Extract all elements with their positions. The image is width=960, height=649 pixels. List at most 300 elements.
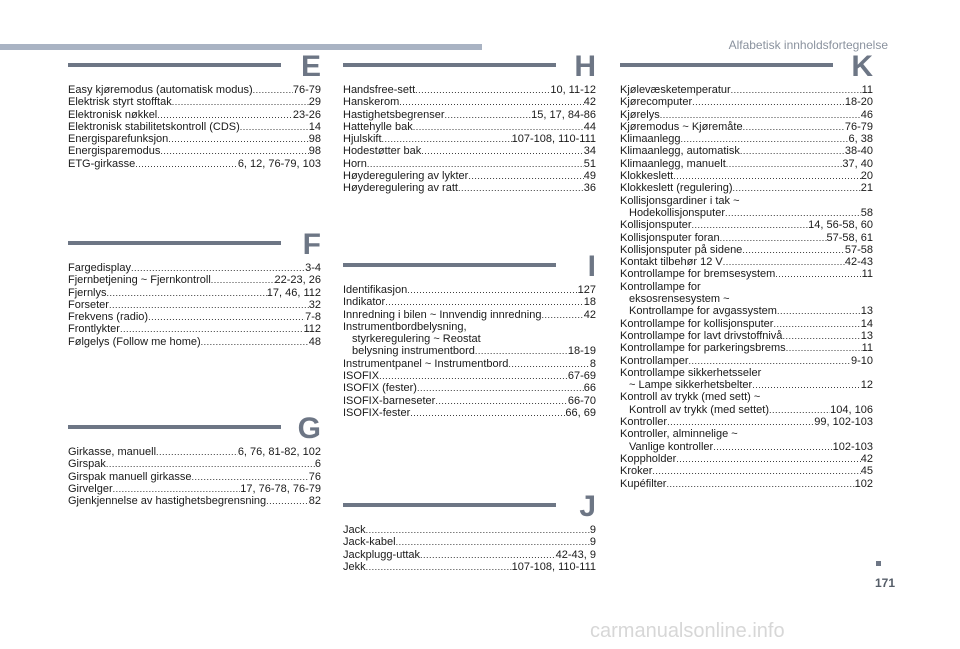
entry-list <box>343 524 596 573</box>
entry-term-line: Kontrollampe for <box>620 280 701 293</box>
index-entry <box>620 305 873 317</box>
index-entry <box>620 355 873 367</box>
dot-leader <box>667 416 814 428</box>
index-entry <box>620 232 873 244</box>
index-entry <box>620 182 873 194</box>
entry-page: 17, 76-78, 76-79 <box>240 482 321 495</box>
entry-page: 98 <box>308 133 321 146</box>
dot-leader <box>131 262 305 274</box>
entry-list <box>620 453 873 490</box>
entry-term: Klimaanlegg, automatisk <box>620 145 740 158</box>
entry-term: Girspak manuell girkasse <box>68 470 192 483</box>
index-entry <box>68 262 321 274</box>
entry-term: Kjølevæsketemperatur <box>620 84 731 96</box>
entry-page: 13 <box>860 305 873 318</box>
entry-list <box>620 318 873 367</box>
entry-page: 104, 106 <box>830 403 873 416</box>
index-entry <box>620 219 873 231</box>
section-bar <box>343 503 556 507</box>
entry-page: 22-23, 26 <box>274 274 321 287</box>
entry-term: Girkasse, manuell <box>68 446 157 458</box>
section-bar <box>68 425 281 429</box>
index-entry <box>620 416 873 428</box>
entry-page: 42 <box>860 452 873 465</box>
index-entry <box>343 296 596 308</box>
dot-leader <box>652 465 860 477</box>
entry-page: 15, 17, 84-86 <box>531 108 596 121</box>
index-entry <box>620 318 873 330</box>
entry-page: 42-43 <box>844 256 873 269</box>
entry-page: 76-79 <box>844 120 873 133</box>
index-entry <box>68 299 321 311</box>
section-header-k <box>620 50 873 84</box>
entry-term: Jack <box>343 524 366 536</box>
index-entry <box>343 345 596 357</box>
entry-term-line: Kontroll av trykk (med sett) ~ <box>620 391 761 404</box>
dot-leader <box>742 244 845 256</box>
entry-page: 66, 69 <box>565 406 596 419</box>
entry-term: Girvelger <box>68 482 113 495</box>
entry-term: Kontrollampe for parkeringsbrems <box>620 342 786 355</box>
entry-page: 6, 12, 76-79, 103 <box>237 157 321 170</box>
index-entry <box>68 121 321 133</box>
entry-page: 76-79 <box>292 84 321 96</box>
dot-leader <box>445 109 532 121</box>
dot-leader <box>786 342 862 354</box>
dot-leader <box>253 84 293 96</box>
entry-list <box>68 446 321 507</box>
index-entry <box>620 145 873 157</box>
entry-page: 9-10 <box>850 354 873 367</box>
section-g <box>68 412 321 508</box>
index-entry <box>68 133 321 145</box>
dot-leader <box>731 84 862 96</box>
entry-term: ISOFIX-fester <box>343 406 411 419</box>
index-entry <box>68 274 321 286</box>
index-entry <box>343 395 596 407</box>
entry-page: 127 <box>577 284 596 296</box>
index-entry <box>343 158 596 170</box>
dot-leader <box>541 309 583 321</box>
entry-term: Gjenkjennelse av hastighetsbegrensning <box>68 495 267 508</box>
dot-leader <box>777 305 861 317</box>
index-entry <box>620 170 873 182</box>
entry-term: Kontrollamper <box>620 354 689 367</box>
entry-list <box>343 84 596 195</box>
dot-leader <box>410 407 565 419</box>
index-entry <box>343 109 596 121</box>
section-h <box>343 50 596 195</box>
index-entry <box>620 207 873 219</box>
entry-page: 23-26 <box>292 108 321 121</box>
entry-page: 42 <box>583 96 596 109</box>
entry-term: Easy kjøremodus (automatisk modus) <box>68 84 253 96</box>
entry-term: Hastighetsbegrenser <box>343 108 445 121</box>
entry-page: 18-19 <box>567 345 596 358</box>
section-bar <box>343 63 556 67</box>
entry-page: 98 <box>308 145 321 158</box>
dot-leader <box>733 182 861 194</box>
entry-term: Frekvens (radio) <box>68 311 149 324</box>
entry-multiline <box>620 367 873 392</box>
entry-page: 11 <box>861 342 873 355</box>
dot-leader <box>421 145 583 157</box>
entry-term: Koppholder <box>620 452 677 465</box>
dot-leader <box>723 256 845 268</box>
entry-page: 32 <box>308 298 321 311</box>
section-bar <box>343 263 556 267</box>
entry-page: 51 <box>583 157 596 170</box>
dot-leader <box>366 524 590 536</box>
entry-page: 99, 102-103 <box>814 416 873 429</box>
dot-leader <box>660 109 861 121</box>
dot-leader <box>107 287 267 299</box>
entry-term: Kontakt tilbehør 12 V <box>620 256 723 269</box>
entry-term: Høyderegulering av ratt <box>343 182 458 195</box>
dot-leader <box>367 158 584 170</box>
section-e <box>68 50 321 170</box>
index-entry <box>68 145 321 157</box>
dot-leader <box>366 561 512 573</box>
entry-term: belysning instrumentbord <box>352 345 475 358</box>
entry-page: 46 <box>860 108 873 121</box>
index-entry <box>68 109 321 121</box>
entry-term: Hattehylle bak <box>343 120 413 133</box>
entry-page: 6, 38 <box>848 133 873 146</box>
entry-page: 102 <box>854 477 873 490</box>
entry-page: 82 <box>308 495 321 508</box>
entry-page: 12 <box>860 379 873 392</box>
entry-page: 67-69 <box>567 370 596 383</box>
index-entry <box>68 84 321 96</box>
entry-page: 21 <box>860 182 873 195</box>
entry-page: 9 <box>589 536 596 549</box>
section-letter: F <box>302 228 321 261</box>
section-header-i <box>343 250 596 284</box>
section-bar <box>68 241 281 245</box>
entry-term: Klimaanlegg <box>620 133 681 146</box>
index-entry <box>620 379 873 391</box>
entry-page: 18-20 <box>844 96 873 109</box>
entry-multiline <box>343 321 596 358</box>
entry-term: Fargedisplay <box>68 262 131 274</box>
entry-page: 44 <box>583 120 596 133</box>
entry-term: Energisparefunksjon <box>68 133 169 146</box>
dot-leader <box>681 133 849 145</box>
index-entry <box>343 133 596 145</box>
entry-term: Jekk <box>343 560 366 573</box>
index-entry <box>343 358 596 370</box>
entry-page: 107-108, 110-111 <box>511 133 596 146</box>
entry-term-line: styrkeregulering ~ Reostat <box>352 333 481 346</box>
entry-multiline <box>620 428 873 453</box>
entry-term: Kontrollampe for bremsesystem <box>620 268 776 281</box>
dot-leader <box>201 336 309 348</box>
index-entry <box>620 330 873 342</box>
entry-term: Jackplugg-uttak <box>343 548 421 561</box>
index-entry <box>343 182 596 194</box>
entry-page: 17, 46, 112 <box>266 286 321 299</box>
entry-term: Kontrollampe for avgassystem <box>629 305 777 318</box>
entry-page: 112 <box>303 323 321 336</box>
dot-leader <box>240 121 309 133</box>
dot-leader <box>725 207 861 219</box>
dot-leader <box>673 170 861 182</box>
entry-term-line: Kollisjonsgardiner i tak ~ <box>620 194 740 207</box>
dot-leader <box>148 311 305 323</box>
entry-page: 58 <box>860 206 873 219</box>
index-entry <box>620 84 873 96</box>
entry-term: ISOFIX (fester) <box>343 382 417 395</box>
index-entry <box>343 524 596 536</box>
section-i <box>343 250 596 419</box>
entry-term: Kupéfilter <box>620 477 667 490</box>
entry-term: Girspak <box>68 458 106 471</box>
entry-page: 14, 56-58, 60 <box>808 219 873 232</box>
entry-term-line: Kontrollampe sikkerhetsseler <box>620 366 762 379</box>
page-marker <box>876 561 881 566</box>
dot-leader <box>385 296 584 308</box>
dot-leader <box>109 299 309 311</box>
dot-leader <box>775 268 861 280</box>
index-entry <box>620 453 873 465</box>
dot-leader <box>382 133 512 145</box>
entry-term: Indikator <box>343 296 386 309</box>
index-entry <box>620 133 873 145</box>
entry-page: 3-4 <box>305 262 321 274</box>
index-entry <box>620 465 873 477</box>
entry-term: Følgelys (Follow me home) <box>68 335 201 348</box>
entry-list <box>620 416 873 428</box>
section-letter: H <box>574 50 596 83</box>
section-bar <box>68 63 281 67</box>
index-entry <box>68 495 321 507</box>
index-entry <box>68 446 321 458</box>
index-entry <box>343 121 596 133</box>
entry-term: Instrumentpanel ~ Instrumentbord <box>343 357 509 370</box>
index-entry <box>620 478 873 490</box>
dot-leader <box>743 121 845 133</box>
dot-leader <box>157 109 293 121</box>
index-entry <box>343 309 596 321</box>
dot-leader <box>417 382 584 394</box>
section-header-j <box>343 490 596 524</box>
entry-term: ~ Lampe sikkerhetsbelter <box>629 379 753 392</box>
entry-term: Kollisjonsputer <box>620 219 692 232</box>
entry-term: Kontrollampe for lavt drivstoffnivå <box>620 329 783 342</box>
entry-page: 49 <box>583 170 596 183</box>
dot-leader <box>740 145 845 157</box>
entry-page: 29 <box>308 96 321 109</box>
index-entry <box>620 441 873 453</box>
page-number: 171 <box>875 576 896 590</box>
section-header-e <box>68 50 321 84</box>
dot-leader <box>420 549 556 561</box>
dot-leader <box>396 536 590 548</box>
entry-term: Elektronisk nøkkel <box>68 108 158 121</box>
index-entry <box>68 287 321 299</box>
entry-term: Forseter <box>68 298 109 311</box>
entry-term: Elektrisk styrt stofftak <box>68 96 172 109</box>
entry-page: 11 <box>861 268 873 281</box>
index-entry <box>68 311 321 323</box>
dot-leader <box>413 121 584 133</box>
dot-leader <box>782 330 860 342</box>
dot-leader <box>475 345 568 357</box>
index-entry <box>620 109 873 121</box>
dot-leader <box>172 96 309 108</box>
section-header-f <box>68 228 321 262</box>
dot-leader <box>120 323 303 335</box>
entry-term: Frontlykter <box>68 323 120 336</box>
entry-page: 14 <box>860 317 873 330</box>
page-header-title: Alfabetisk innholdsfortegnelse <box>728 38 888 52</box>
entry-term: Hjulskift <box>343 133 382 146</box>
entry-page: 13 <box>860 329 873 342</box>
entry-term: Vanlige kontroller <box>629 440 714 453</box>
entry-term: Elektronisk stabilitetskontroll (CDS) <box>68 120 240 133</box>
index-entry <box>343 536 596 548</box>
dot-leader <box>692 219 809 231</box>
section-letter: G <box>297 412 321 445</box>
entry-term: Klokkeslett <box>620 170 674 183</box>
entry-term-line: Instrumentbordbelysning, <box>343 320 467 333</box>
index-entry <box>620 268 873 280</box>
dot-leader <box>192 471 309 483</box>
entry-term: Kroker <box>620 465 653 478</box>
dot-leader <box>266 495 309 507</box>
entry-term: ETG-girkasse <box>68 157 136 170</box>
index-entry <box>343 145 596 157</box>
dot-leader <box>508 358 589 370</box>
entry-term-line: Kontroller, alminnelige ~ <box>620 428 738 441</box>
entry-page: 34 <box>583 145 596 158</box>
index-entry <box>343 561 596 573</box>
entry-page: 107-108, 110-111 <box>511 560 596 573</box>
entry-page: 18 <box>583 296 596 309</box>
entry-page: 8 <box>589 357 596 370</box>
section-letter: J <box>579 490 596 523</box>
entry-list <box>343 284 596 321</box>
index-entry <box>343 170 596 182</box>
section-j <box>343 490 596 573</box>
dot-leader <box>399 96 584 108</box>
dot-leader <box>769 404 830 416</box>
entry-term: Identifikasjon <box>343 284 408 296</box>
dot-leader <box>379 370 568 382</box>
dot-leader <box>720 232 827 244</box>
entry-term: Kontrollampe for kollisjonsputer <box>620 317 774 330</box>
entry-term: Kollisjonsputer på sidene <box>620 243 743 256</box>
dot-leader <box>435 395 568 407</box>
entry-page: 57-58, 61 <box>826 231 873 244</box>
entry-page: 20 <box>860 170 873 183</box>
dot-leader <box>666 478 854 490</box>
entry-multiline <box>620 391 873 416</box>
entry-page: 42 <box>583 308 596 321</box>
watermark: carmanualsonline.info <box>590 620 785 642</box>
entry-term: ISOFIX-barneseter <box>343 394 436 407</box>
index-entry <box>620 244 873 256</box>
index-entry <box>620 342 873 354</box>
entry-page: 45 <box>860 465 873 478</box>
entry-page: 10, 11-12 <box>550 84 596 96</box>
index-entry <box>620 158 873 170</box>
entry-term: Hanskerom <box>343 96 400 109</box>
dot-leader <box>211 274 275 286</box>
entry-list <box>620 84 873 195</box>
index-entry <box>343 370 596 382</box>
section-k <box>620 50 873 490</box>
dot-leader <box>752 379 861 391</box>
entry-term: Klimaanlegg, manuelt <box>620 157 726 170</box>
dot-leader <box>468 170 583 182</box>
dot-leader <box>113 483 241 495</box>
section-letter: I <box>587 250 596 283</box>
entry-multiline <box>620 195 873 220</box>
entry-term: Jack-kabel <box>343 536 396 549</box>
entry-list <box>68 84 321 170</box>
entry-page: 7-8 <box>305 311 321 324</box>
entry-page: 6 <box>314 458 321 471</box>
index-entry <box>68 96 321 108</box>
entry-term: Klokkeslett (regulering) <box>620 182 733 195</box>
index-entry <box>343 382 596 394</box>
entry-term-line: eksosrensesystem ~ <box>629 293 730 306</box>
entry-term: Kollisjonsputer foran <box>620 231 720 244</box>
entry-list <box>68 262 321 348</box>
dot-leader <box>688 355 850 367</box>
index-entry <box>620 96 873 108</box>
entry-page: 66-70 <box>567 394 596 407</box>
entry-term: Energisparemodus <box>68 145 161 158</box>
dot-leader <box>773 318 860 330</box>
entry-page: 42-43, 9 <box>555 548 596 561</box>
dot-leader <box>156 446 238 458</box>
entry-multiline <box>620 281 873 318</box>
entry-page: 6, 76, 81-82, 102 <box>237 446 321 458</box>
entry-term: Kontroller <box>620 416 668 429</box>
section-header-h <box>343 50 596 84</box>
entry-term: Kjørecomputer <box>620 96 693 109</box>
entry-page: 14 <box>308 120 321 133</box>
entry-term: Handsfree-sett <box>343 84 416 96</box>
dot-leader <box>407 284 577 296</box>
index-entry <box>68 458 321 470</box>
entry-term: Høyderegulering av lykter <box>343 170 469 183</box>
dot-leader <box>106 458 315 470</box>
entry-term: Fjernbetjening ~ Fjernkontroll <box>68 274 211 287</box>
entry-page: 48 <box>308 335 321 348</box>
entry-term: Hodestøtter bak <box>343 145 422 158</box>
entry-term: Horn <box>343 157 367 170</box>
entry-page: 57-58 <box>844 243 873 256</box>
entry-term: Kontroll av trykk (med settet) <box>629 403 769 416</box>
dot-leader <box>160 145 308 157</box>
entry-page: 76 <box>308 470 321 483</box>
entry-page: 102-103 <box>832 440 873 453</box>
entry-list <box>343 358 596 419</box>
entry-page: 66 <box>583 382 596 395</box>
index-entry <box>68 471 321 483</box>
section-f <box>68 228 321 348</box>
index-entry <box>68 336 321 348</box>
dot-leader <box>676 453 860 465</box>
entry-term: Kjøremodus ~ Kjøremåte <box>620 120 743 133</box>
entry-term: Hodekollisjonsputer <box>629 206 725 219</box>
index-entry <box>343 407 596 419</box>
dot-leader <box>726 158 843 170</box>
